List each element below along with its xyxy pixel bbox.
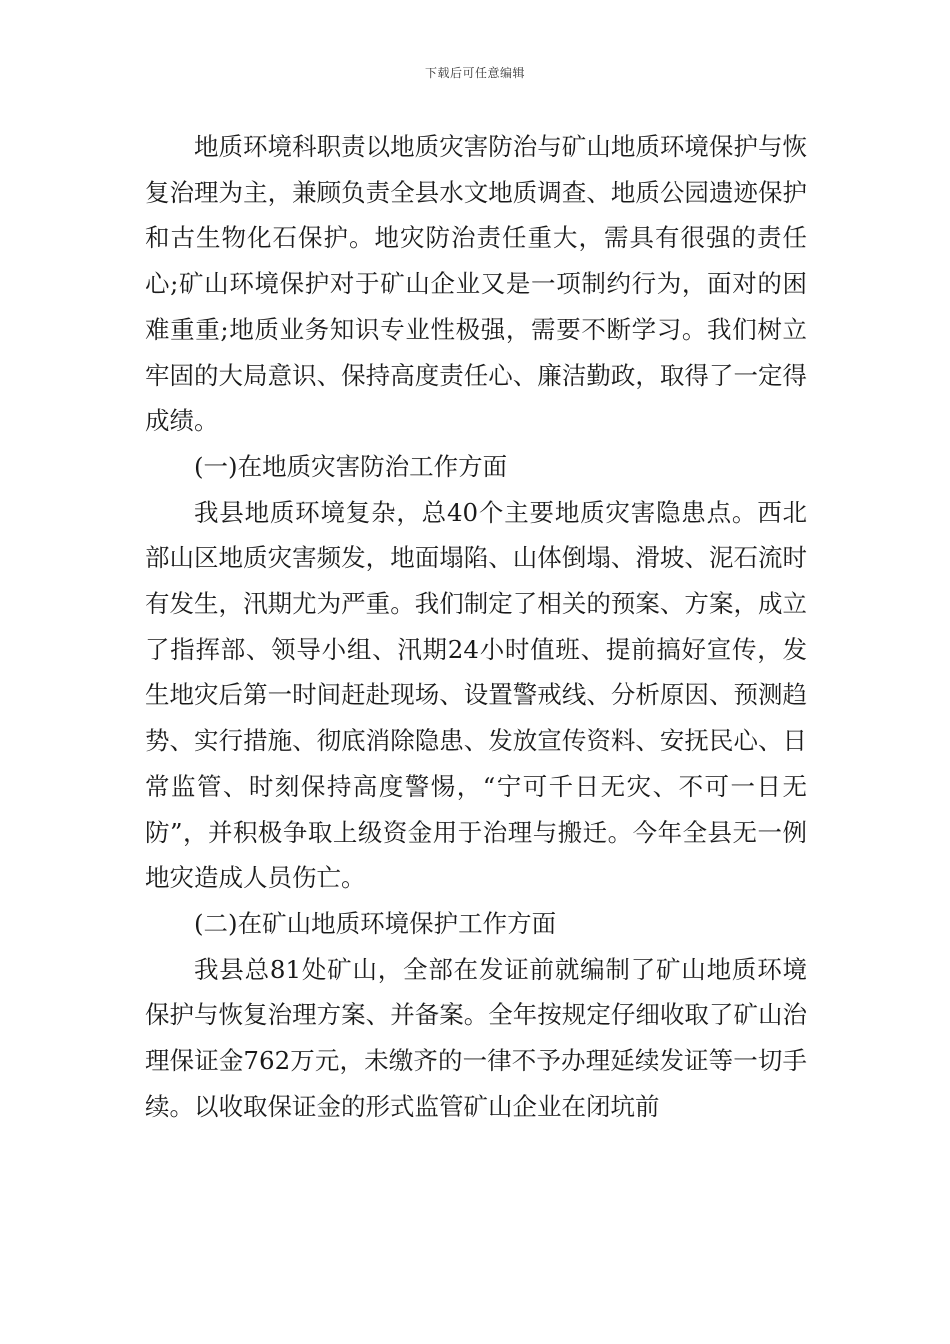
section-heading-disaster-prevention: (一)在地质灾害防治工作方面 bbox=[194, 451, 508, 481]
document-body bbox=[145, 124, 807, 1129]
section-heading-mine-protection: (二)在矿山地质环境保护工作方面 bbox=[194, 908, 557, 938]
page-header: 下载后可任意编辑 bbox=[424, 66, 525, 80]
paragraph-disaster-prevention: 我县地质环境复杂，总40个主要地质灾害隐患点。西北部山区地质灾害频发，地面塌陷、山体倒塌、滑坡、泥石流时有发生，汛期尤为严重。我们制定了相关的预案、方案，成立了指挥部、领导小组、汛期24小时值班、提前搞好宣传，发生地灾后第一时间赶赴现场、设置警戒线、分析原因、预测趋势、实行措施、彻底消除隐患、发放宣传资料、安抚民心、日常监管、时刻保持高度警惕，“宁可千日无灾、不可一日无防”，并积极争取上级资金用于治理与搬迁。今年全县无一例地灾造成人员伤亡。 bbox=[145, 497, 807, 893]
paragraph-mine-protection: 我县总81处矿山，全部在发证前就编制了矿山地质环境保护与恢复治理方案、并备案。全年按规定仔细收取了矿山治理保证金762万元，未缴齐的一律不予办理延续发证等一切手续。以收取保证金的形式监管矿山企业在闭坑前 bbox=[145, 954, 807, 1121]
paragraph-duties: 地质环境科职责以地质灾害防治与矿山地质环境保护与恢复治理为主，兼顾负责全县水文地质调查、地质公园遗迹保护和古生物化石保护。地灾防治责任重大，需具有很强的责任心;矿山环境保护对于矿山企业又是一项制约行为，面对的困难重重;地质业务知识专业性极强，需要不断学习。我们树立牢固的大局意识、保持高度责任心、廉洁勤政，取得了一定得成绩。 bbox=[145, 132, 807, 436]
